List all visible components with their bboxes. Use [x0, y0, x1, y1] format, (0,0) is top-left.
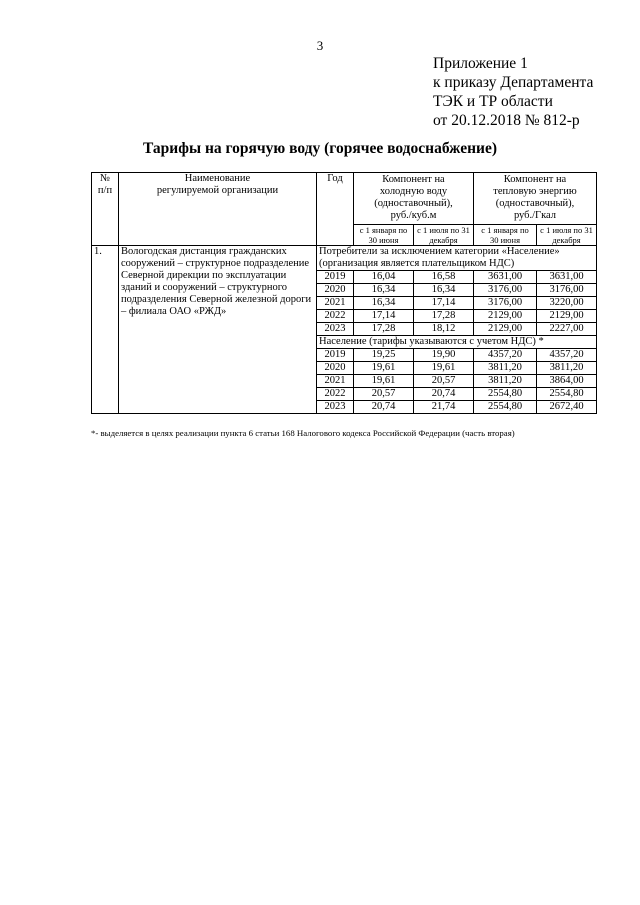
appendix-line-2: к приказу Департамента	[433, 74, 594, 91]
subheader-cold-jul: с 1 июля по 31 декабря	[414, 225, 474, 246]
group2-label: Население (тарифы указываются с учетом НДС) *	[317, 336, 597, 349]
group2-year-cell: 2019	[317, 349, 354, 362]
footnote: *- выделяется в целях реализации пункта 6 статьи 168 Налогового кодекса Российской Федерации (часть вторая)	[91, 428, 515, 438]
group2-cold-water-jan-cell: 20,57	[354, 388, 414, 401]
header-number	[92, 173, 119, 246]
group1-heat-jul-cell: 2129,00	[537, 310, 597, 323]
group1-heat-jul-cell: 3176,00	[537, 284, 597, 297]
group1-cold-water-jan-cell: 17,14	[354, 310, 414, 323]
appendix-line-3: ТЭК и ТР области	[433, 93, 553, 110]
group2-heat-jul-cell: 2554,80	[537, 388, 597, 401]
group2-year-cell: 2020	[317, 362, 354, 375]
group1-year-cell: 2023	[317, 323, 354, 336]
group1-label-row	[92, 246, 597, 271]
document-title: Тарифы на горячую воду (горячее водоснабжение)	[142, 140, 497, 157]
group2-year-cell: 2021	[317, 375, 354, 388]
subheader-heat-jan: с 1 января по 30 июня	[474, 225, 537, 246]
group2-cold-water-jul-cell: 20,74	[414, 388, 474, 401]
group2-cold-water-jul-cell: 21,74	[414, 401, 474, 414]
header-organization-line2: регулируемой организации	[156, 185, 279, 196]
group1-year-cell: 2021	[317, 297, 354, 310]
header-year: Год	[317, 173, 354, 246]
group2-heat-jan-cell: 4357,20	[474, 349, 537, 362]
group1-cold-water-jul-cell: 17,14	[414, 297, 474, 310]
group2-cold-water-jan-cell: 19,25	[354, 349, 414, 362]
group2-cold-water-jan-cell: 19,61	[354, 362, 414, 375]
row-number: 1.	[92, 246, 119, 414]
header-organization-line1: Наименование	[184, 173, 251, 184]
header-number-line2: п/п	[97, 185, 113, 196]
header-row	[92, 173, 597, 225]
subheader-heat-jul: с 1 июля по 31 декабря	[537, 225, 597, 246]
group1-heat-jan-cell: 3176,00	[474, 284, 537, 297]
group2-heat-jul-cell: 2672,40	[537, 401, 597, 414]
group2-heat-jan-cell: 3811,20	[474, 375, 537, 388]
group2-heat-jul-cell: 4357,20	[537, 349, 597, 362]
appendix-block	[433, 54, 593, 130]
group1-cold-water-jul-cell: 17,28	[414, 310, 474, 323]
group1-heat-jan-cell: 2129,00	[474, 310, 537, 323]
group2-heat-jan-cell: 2554,80	[474, 388, 537, 401]
group1-heat-jul-cell: 3220,00	[537, 297, 597, 310]
group1-cold-water-jul-cell: 16,58	[414, 271, 474, 284]
group2-heat-jul-cell: 3811,20	[537, 362, 597, 375]
page-number: 3	[316, 38, 324, 53]
group1-heat-jul-cell: 2227,00	[537, 323, 597, 336]
group1-cold-water-jan-cell: 16,34	[354, 297, 414, 310]
group2-cold-water-jul-cell: 20,57	[414, 375, 474, 388]
group1-label: Потребители за исключением категории «Население» (организация является плательщиком НДС)	[317, 246, 597, 271]
group1-cold-water-jan-cell: 17,28	[354, 323, 414, 336]
subheader-cold-jan: с 1 января по 30 июня	[354, 225, 414, 246]
group1-heat-jul-cell: 3631,00	[537, 271, 597, 284]
group1-heat-jan-cell: 2129,00	[474, 323, 537, 336]
group2-cold-water-jul-cell: 19,61	[414, 362, 474, 375]
header-number-line1: №	[99, 173, 111, 184]
group2-heat-jan-cell: 2554,80	[474, 401, 537, 414]
group2-year-cell: 2022	[317, 388, 354, 401]
group2-heat-jul-cell: 3864,00	[537, 375, 597, 388]
tariffs-table	[91, 172, 597, 414]
group1-heat-jan-cell: 3176,00	[474, 297, 537, 310]
group1-cold-water-jul-cell: 16,34	[414, 284, 474, 297]
group2-heat-jan-cell: 3811,20	[474, 362, 537, 375]
header-organization	[119, 173, 317, 246]
group1-year-cell: 2020	[317, 284, 354, 297]
group1-year-cell: 2022	[317, 310, 354, 323]
header-cold-water: Компонент на холодную воду (одноставочный), руб./куб.м	[354, 173, 474, 225]
group1-heat-jan-cell: 3631,00	[474, 271, 537, 284]
group1-year-cell: 2019	[317, 271, 354, 284]
group1-cold-water-jan-cell: 16,04	[354, 271, 414, 284]
group2-cold-water-jan-cell: 19,61	[354, 375, 414, 388]
group1-cold-water-jan-cell: 16,34	[354, 284, 414, 297]
header-heat: Компонент на тепловую энергию (одноставочный), руб./Гкал	[474, 173, 597, 225]
group2-cold-water-jul-cell: 19,90	[414, 349, 474, 362]
appendix-line-1: Приложение 1	[433, 55, 528, 72]
appendix-line-4: от 20.12.2018 № 812-р	[433, 112, 580, 129]
group2-cold-water-jan-cell: 20,74	[354, 401, 414, 414]
group1-cold-water-jul-cell: 18,12	[414, 323, 474, 336]
organization-name: Вологодская дистанция гражданских сооружений – структурное подразделение Северной дирекции по эксплуатации зданий и сооружений – структурного подразделения Северной железной дороги – филиала ОАО «РЖД»	[119, 246, 317, 414]
group2-year-cell: 2023	[317, 401, 354, 414]
